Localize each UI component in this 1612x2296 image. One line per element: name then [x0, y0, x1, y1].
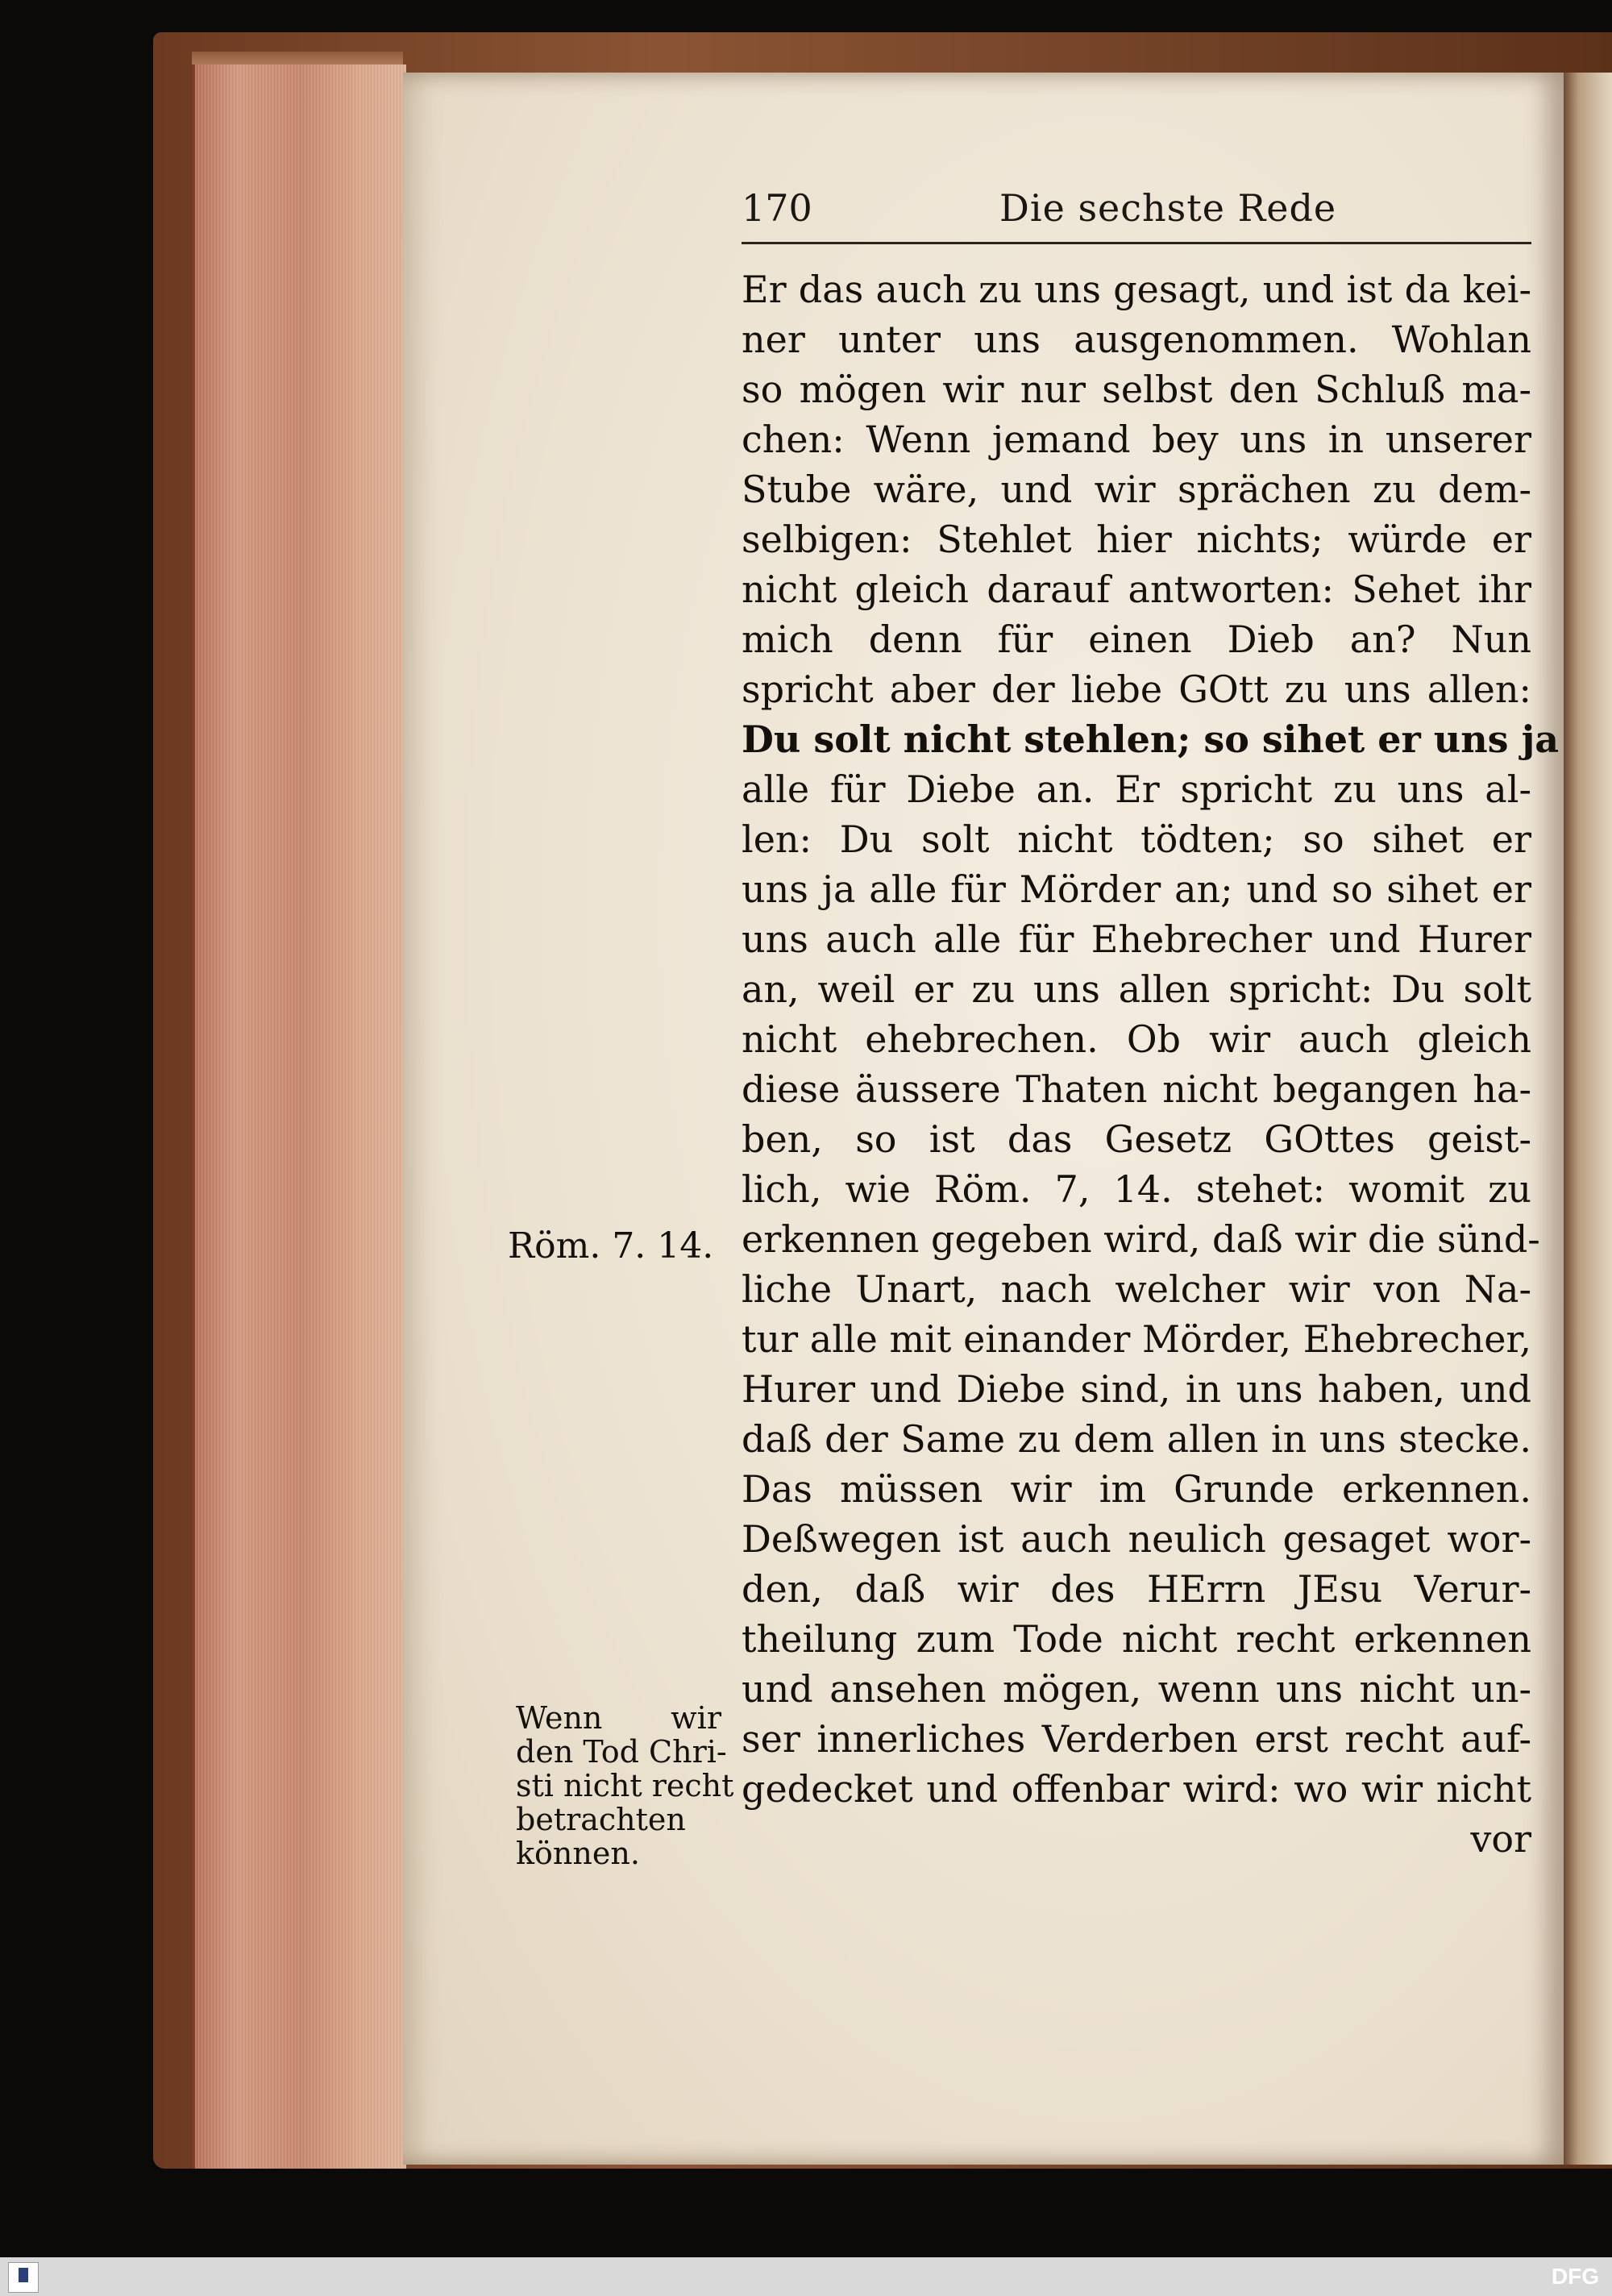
margin-note-line: sti nicht recht [516, 1768, 734, 1803]
running-title: Die sechste Rede [999, 186, 1337, 230]
text-line: Das müssen wir im Grunde erkennen. [742, 1467, 1531, 1511]
text-line: den, daß wir des HErrn JEsu Verur- [742, 1567, 1531, 1611]
margin-note-line: Wenn wir [516, 1700, 721, 1736]
header-rule [742, 242, 1531, 244]
text-line: so mögen wir nur selbst den Schluß ma- [742, 368, 1531, 411]
text-line: Du solt nicht stehlen; so sihet er uns ja [742, 718, 1560, 761]
text-line: selbigen: Stehlet hier nichts; würde er [742, 518, 1531, 561]
margin-reference: Röm. 7. 14. [508, 1225, 714, 1267]
page-number: 170 [742, 186, 812, 230]
text-line: ner unter uns ausgenommen. Wohlan [742, 318, 1531, 361]
text-line: ser innerliches Verderben erst recht auf- [742, 1717, 1531, 1761]
text-line: daß der Same zu dem allen in uns stecke. [742, 1417, 1531, 1461]
text-line: uns auch alle für Ehebrecher und Hurer [742, 917, 1531, 961]
text-line: diese äussere Thaten nicht begangen ha- [742, 1067, 1531, 1111]
text-line: len: Du solt nicht tödten; so sihet er [742, 817, 1531, 861]
text-line: an, weil er zu uns allen spricht: Du solt [742, 967, 1531, 1011]
text-line: Stube wäre, und wir sprächen zu dem- [742, 468, 1531, 511]
running-header [742, 181, 1531, 238]
text-line: theilung zum Tode nicht recht erkennen [742, 1617, 1531, 1661]
dfg-logo: DFG [1551, 2264, 1599, 2289]
margin-note [516, 1700, 734, 1871]
text-line: Hurer und Diebe sind, in uns haben, und [742, 1367, 1531, 1411]
margin-note-line: den Tod Chri- [516, 1734, 727, 1770]
fore-edge [192, 64, 406, 2169]
text-line: Er das auch zu uns gesagt, und ist da kei- [742, 268, 1531, 311]
text-line: und ansehen mögen, wenn uns nicht un- [742, 1667, 1531, 1711]
viewer-footer [0, 2257, 1612, 2296]
text-line: gedecket und offenbar wird: wo wir nicht [742, 1767, 1531, 1811]
catchword: vor [1470, 1817, 1531, 1861]
text-line: Deßwegen ist auch neulich gesaget wor- [742, 1517, 1531, 1561]
text-line: nicht ehebrechen. Ob wir auch gleich [742, 1017, 1531, 1061]
text-line: spricht aber der liebe GOtt zu uns allen: [742, 668, 1531, 711]
library-logo-icon [8, 2262, 39, 2293]
margin-note-line: betrachten [516, 1802, 686, 1837]
text-line: lich, wie Röm. 7, 14. stehet: womit zu [742, 1167, 1531, 1211]
text-line: chen: Wenn jemand bey uns in unserer [742, 418, 1531, 461]
text-line: nicht gleich darauf antworten: Sehet ihr [742, 568, 1531, 611]
margin-note-line: können. [516, 1836, 640, 1871]
text-line: mich denn für einen Dieb an? Nun [742, 618, 1531, 661]
facing-page [1564, 73, 1612, 2165]
text-line: alle für Diebe an. Er spricht zu uns al- [742, 767, 1531, 811]
text-line: erkennen gegeben wird, daß wir die sünd- [742, 1217, 1540, 1261]
text-line: liche Unart, nach welcher wir von Na- [742, 1267, 1531, 1311]
text-line: ben, so ist das Gesetz GOttes geist- [742, 1117, 1531, 1161]
text-line: uns ja alle für Mörder an; und so sihet er [742, 867, 1531, 911]
text-line: tur alle mit einander Mörder, Ehebrecher, [742, 1317, 1531, 1361]
